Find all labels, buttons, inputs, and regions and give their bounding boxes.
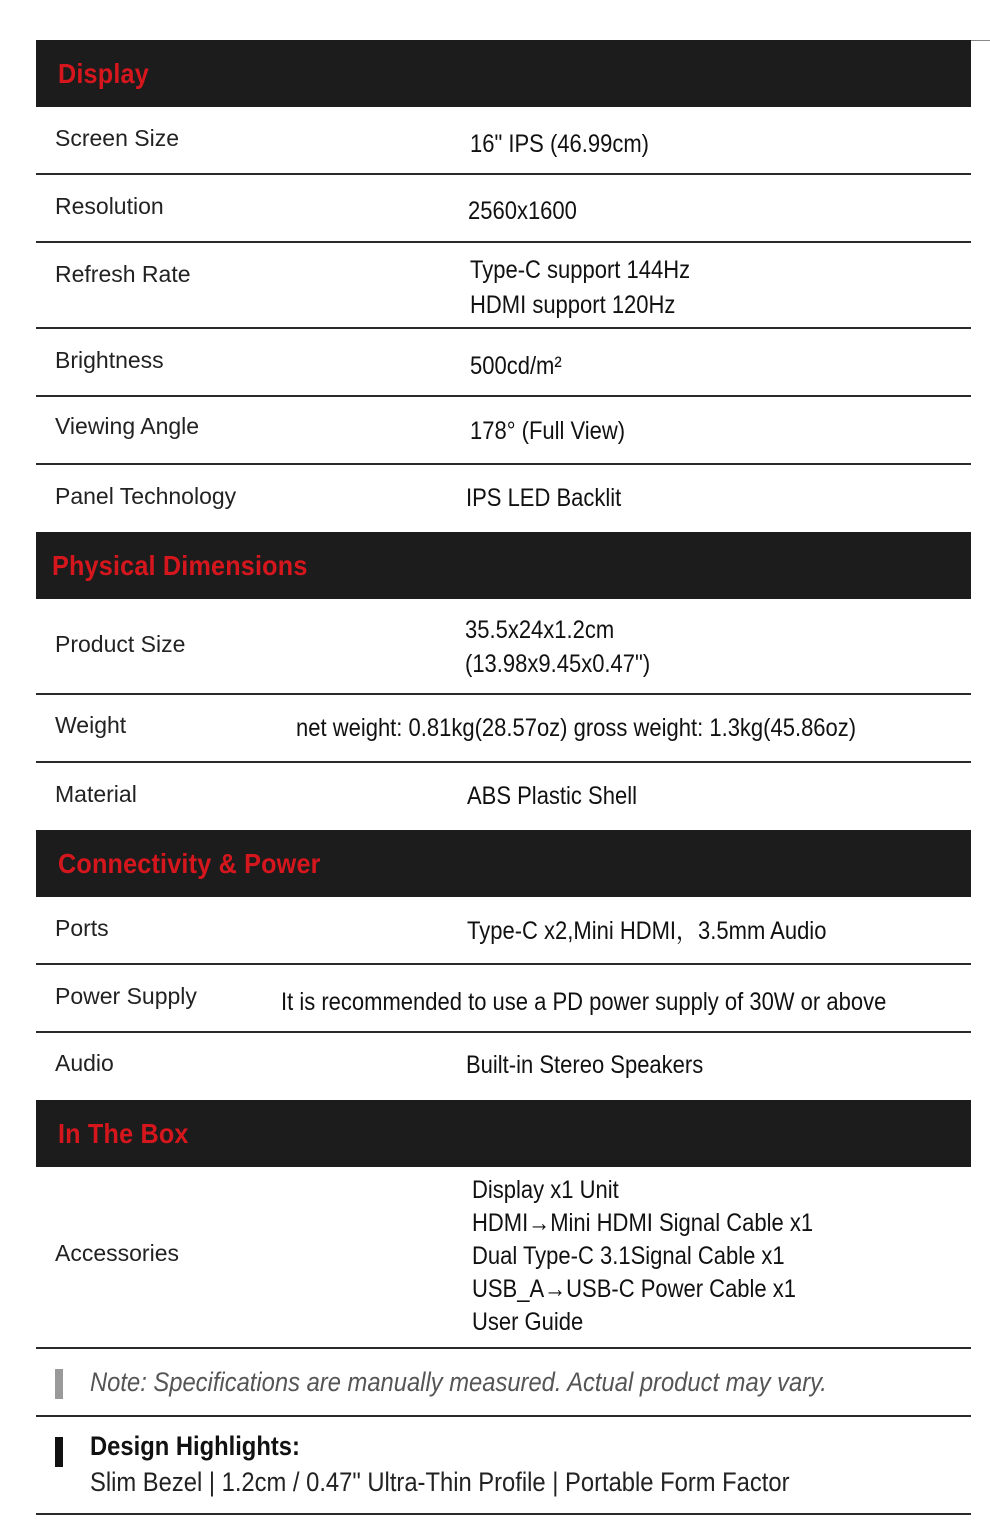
section-title: In The Box: [58, 1117, 189, 1149]
spec-label: Viewing Angle: [55, 413, 200, 439]
highlights-title: Design Highlights:: [90, 1431, 300, 1461]
highlight-bar-icon: [55, 1437, 63, 1467]
spec-label: Accessories: [55, 1240, 179, 1266]
spec-label: Refresh Rate: [55, 261, 191, 287]
design-highlights: [36, 1417, 971, 1515]
note-text: Note: Specifications are manually measured. Actual product may vary.: [90, 1367, 827, 1397]
spec-row-power-supply: [36, 965, 971, 1033]
spec-value: net weight: 0.81kg(28.57oz) gross weight: 1.3kg(45.86oz): [296, 714, 857, 742]
highlights-text: Slim Bezel | 1.2cm / 0.47" Ultra-Thin Profile | Portable Form Factor: [90, 1467, 790, 1497]
spec-row-panel-technology: [36, 465, 971, 532]
spec-label: Audio: [55, 1050, 114, 1076]
accessory-item: USB_A→USB-C Power Cable x1: [472, 1275, 797, 1303]
spec-row-brightness: [36, 329, 971, 397]
spec-value: ABS Plastic Shell: [467, 782, 637, 810]
spec-value: 16" IPS (46.99cm): [470, 130, 649, 158]
section-header-connectivity-power: [36, 830, 971, 897]
spec-row-resolution: [36, 175, 971, 243]
spec-row-audio: [36, 1033, 971, 1100]
spec-label: Brightness: [55, 347, 164, 373]
spec-value: IPS LED Backlit: [466, 484, 622, 512]
spec-value: Built-in Stereo Speakers: [466, 1051, 704, 1079]
spec-label: Screen Size: [55, 125, 180, 151]
spec-row-refresh-rate: [36, 243, 971, 329]
accessory-item: Dual Type-C 3.1Signal Cable x1: [472, 1242, 785, 1270]
accessory-item: Display x1 Unit: [472, 1176, 619, 1204]
note-row: [36, 1349, 971, 1417]
spec-value-line: (13.98x9.45x0.47"): [465, 650, 651, 678]
spec-label: Weight: [55, 712, 127, 738]
spec-value: 2560x1600: [468, 197, 577, 225]
section-header-in-the-box: [36, 1100, 971, 1167]
spec-label: Power Supply: [55, 983, 197, 1009]
section-title: Physical Dimensions: [52, 549, 308, 581]
spec-row-product-size: [36, 599, 971, 695]
spec-sheet: [36, 40, 971, 1515]
spec-row-ports: [36, 897, 971, 965]
spec-value: It is recommended to use a PD power supply of 30W or above: [281, 988, 887, 1016]
section-header-physical-dimensions: [36, 532, 971, 599]
spec-row-material: [36, 763, 971, 830]
spec-value-line: HDMI support 120Hz: [470, 291, 676, 319]
accessory-item: User Guide: [472, 1308, 584, 1336]
spec-label: Ports: [55, 915, 109, 941]
accessory-item: HDMI→Mini HDMI Signal Cable x1: [472, 1209, 814, 1237]
section-header-display: [36, 40, 971, 107]
note-bar-icon: [55, 1369, 63, 1399]
top-right-rule: [970, 40, 990, 41]
spec-row-weight: [36, 695, 971, 763]
spec-label: Resolution: [55, 193, 164, 219]
spec-row-accessories: [36, 1167, 971, 1349]
spec-label: Material: [55, 781, 137, 807]
spec-value: 500cd/m²: [470, 352, 562, 380]
section-title: Connectivity & Power: [58, 847, 321, 879]
spec-value: 178° (Full View): [470, 417, 626, 445]
spec-row-viewing-angle: [36, 397, 971, 465]
spec-value-line: 35.5x24x1.2cm: [465, 616, 615, 644]
spec-label: Product Size: [55, 631, 186, 657]
spec-row-screen-size: [36, 107, 971, 175]
spec-value-line: Type-C support 144Hz: [470, 256, 691, 284]
spec-value: Type-C x2,Mini HDMI，3.5mm Audio: [467, 917, 827, 945]
section-title: Display: [58, 57, 149, 89]
spec-label: Panel Technology: [55, 483, 237, 509]
